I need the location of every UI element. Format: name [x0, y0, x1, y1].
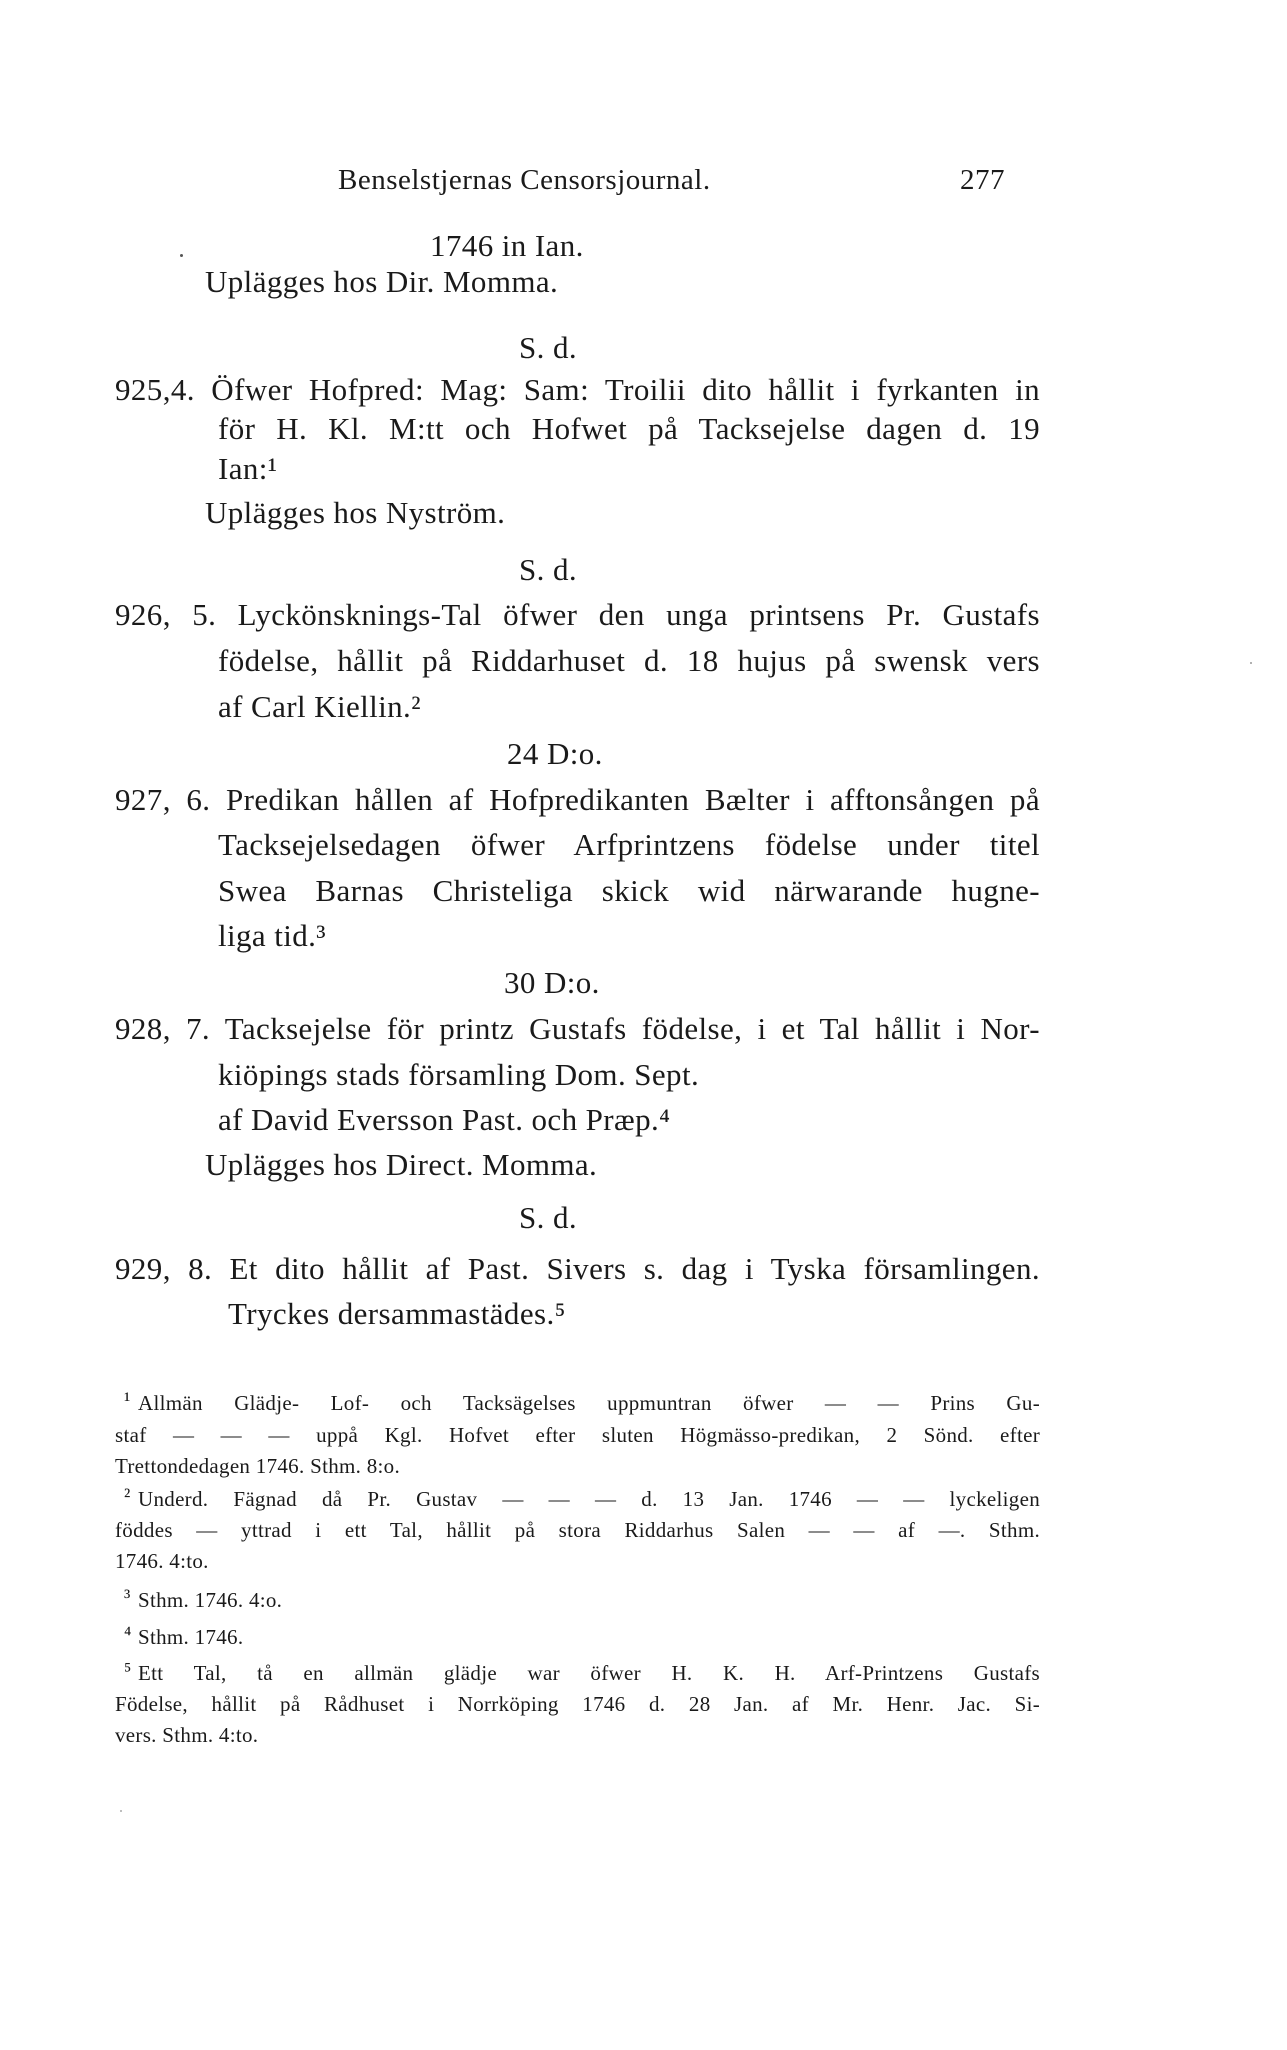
entry-date: S. d. [519, 1200, 577, 1235]
entry-line: Uplägges hos Nyström. [205, 495, 506, 530]
footnote-line: Sthm. 1746. 4:o. [138, 1588, 283, 1612]
footnote-line: Ett Tal, tå en allmän glädje war öfwer H. K. H. Arf-Printzens Gustafs [138, 1661, 1040, 1685]
scan-speck [120, 1810, 122, 1812]
entry-line: 928, 7. Tacksejelse för printz Gustafs födelse, i et Tal hållit i Nor- [115, 1011, 1040, 1046]
footnote-marker: ² [124, 1484, 131, 1508]
entry-date: S. d. [519, 552, 577, 587]
entry-line: Uplägges hos Dir. Momma. [205, 264, 559, 299]
entry-date: S. d. [519, 330, 577, 365]
footnote-line: föddes — yttrad i ett Tal, hållit på stora Riddarhus Salen — — af —. Sthm. [115, 1518, 1040, 1542]
entry-line: kiöpings stads församling Dom. Sept. [218, 1057, 700, 1092]
ink-speck [180, 254, 183, 257]
entry-line: 927, 6. Predikan hållen af Hofpredikanten Bælter i afftonsången på [115, 782, 1040, 817]
entry-line: Tryckes dersammastädes.⁵ [228, 1296, 566, 1331]
footnote-line: staf — — — uppå Kgl. Hofvet efter sluten Högmässo-predikan, 2 Sönd. efter [115, 1423, 1040, 1447]
footnote-line: Sthm. 1746. [138, 1625, 244, 1649]
entry-line: 926, 5. Lyckönsknings-Tal öfwer den unga printsens Pr. Gustafs [115, 597, 1040, 632]
entry-line: liga tid.³ [218, 918, 327, 953]
page-number: 277 [960, 164, 1005, 196]
footnote-marker: ¹ [124, 1388, 131, 1412]
entry-line: af David Eversson Past. och Præp.⁴ [218, 1102, 671, 1137]
entry-line: af Carl Kiellin.² [218, 689, 421, 724]
entry-line: Tacksejelsedagen öfwer Arfprintzens födelse under titel [218, 827, 1040, 862]
footnote-marker: ⁵ [124, 1658, 132, 1682]
entry-date: 30 D:o. [504, 965, 600, 1000]
footnote-line: Underd. Fägnad då Pr. Gustav — — — d. 13 Jan. 1746 — — lyckeligen [138, 1487, 1040, 1511]
running-title: Benselstjernas Censorsjournal. [338, 164, 711, 196]
scan-speck [1250, 662, 1252, 664]
entry-line: födelse, hållit på Riddarhuset d. 18 hujus på swensk vers [218, 643, 1040, 678]
footnote-line: Allmän Glädje- Lof- och Tacksägelses uppmuntran öfwer — — Prins Gu- [138, 1391, 1040, 1415]
year-heading: 1746 in Ian. [430, 228, 584, 263]
footnote-marker: ³ [124, 1585, 131, 1609]
footnote-line: 1746. 4:to. [115, 1549, 209, 1573]
entry-line: 929, 8. Et dito hållit af Past. Sivers s. dag i Tyska församlingen. [115, 1251, 1040, 1286]
entry-line: 925,4. Öfwer Hofpred: Mag: Sam: Troilii dito hållit i fyrkanten in [115, 372, 1040, 407]
footnote-marker: ⁴ [124, 1622, 132, 1646]
entry-line: Ian:¹ [218, 451, 278, 486]
entry-line: Swea Barnas Christeliga skick wid närwarande hugne- [218, 873, 1040, 908]
entry-line: Uplägges hos Direct. Momma. [205, 1147, 598, 1182]
footnote-line: Födelse, hållit på Rådhuset i Norrköping 1746 d. 28 Jan. af Mr. Henr. Jac. Si- [115, 1692, 1040, 1716]
entry-date: 24 D:o. [507, 736, 603, 771]
footnote-line: Trettondedagen 1746. Sthm. 8:o. [115, 1454, 401, 1478]
entry-line: för H. Kl. M:tt och Hofwet på Tacksejelse dagen d. 19 [218, 411, 1040, 446]
footnote-line: vers. Sthm. 4:to. [115, 1723, 259, 1747]
